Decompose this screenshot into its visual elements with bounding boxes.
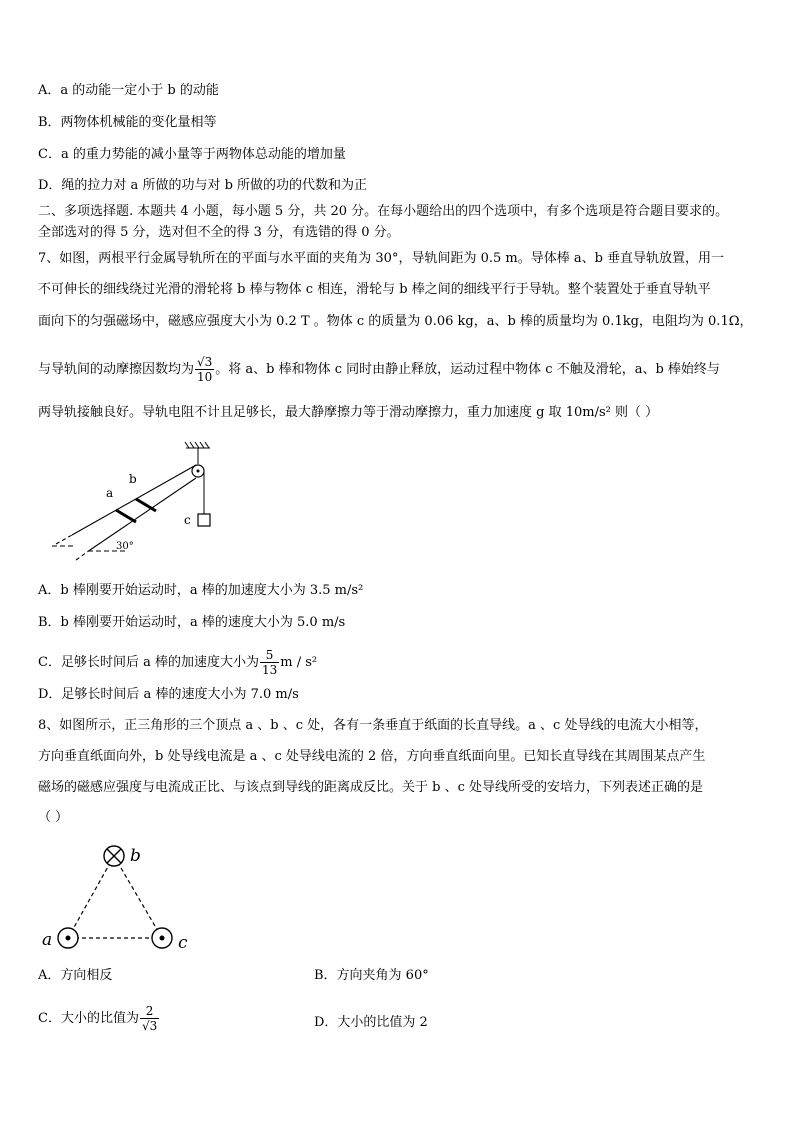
q7-stem-line4-pre: 与导轨间的动摩擦因数均为: [38, 362, 195, 377]
q7-stem-line1: 7、如图，两根平行金属导轨所在的平面与水平面的夹角为 30°，导轨间距为 0.5 m。导体棒 a、b 垂直导轨放置，用一: [38, 251, 725, 266]
label-angle: 30°: [116, 541, 134, 552]
ceiling-support: [185, 442, 210, 464]
q8-option-c-denominator: √3: [141, 1019, 158, 1033]
q8-stem-line4: （ ）: [38, 810, 69, 825]
q7-option-c: [38, 648, 317, 677]
q8-option-b: B．方向夹角为 60°: [314, 968, 429, 983]
triangle-edges: [68, 856, 162, 938]
q8-option-c: [38, 1004, 160, 1033]
q8-figure: [38, 840, 198, 958]
label-c: c: [184, 513, 191, 527]
q8-option-c-pre: C．大小的比值为: [38, 1011, 139, 1026]
q6-option-d: D．绳的拉力对 a 所做的功与对 b 所做的功的代数和为正: [38, 178, 368, 193]
q8-option-c-fraction: [140, 1004, 159, 1033]
q8-option-a: A．方向相反: [38, 968, 113, 983]
q7-stem-line3: 面向下的匀强磁场中，磁感应强度大小为 0.2 T 。物体 c 的质量为 0.06 kg，a、b 棒的质量均为 0.1kg，电阻均为 0.1Ω，: [38, 314, 753, 329]
rod-b: [136, 499, 156, 511]
section2-heading-line1: 二、多项选择题. 本题共 4 小题，每小题 5 分，共 20 分。在每小题给出的四个选项中，有多个选项是符合题目要求的。: [38, 204, 729, 219]
q7-option-d: D．足够长时间后 a 棒的速度大小为 7.0 m/s: [38, 687, 299, 702]
q7-stem-line2: 不可伸长的细线绕过光滑的滑轮将 b 棒与物体 c 相连，滑轮与 b 棒之间的细线平行于导轨。整个装置处于垂直导轨平: [38, 282, 711, 297]
q7-option-a: A．b 棒刚要开始运动时，a 棒的加速度大小为 3.5 m/s²: [38, 583, 364, 598]
q8-stem-line3: 磁场的磁感应强度与电流成正比、与该点到导线的距离成反比。关于 b 、c 处导线所受的安培力，下列表述正确的是: [38, 780, 704, 795]
wire-c-out-of-page-icon: [152, 928, 172, 948]
q7-stem-line5: 两导轨接触良好。导轨电阻不计且足够长，最大静摩擦力等于滑动摩擦力，重力加速度 g 取 10m/s² 则（ ）: [38, 405, 659, 420]
wire-b-into-page-icon: [104, 846, 124, 866]
q7-option-c-denominator: 13: [261, 663, 278, 677]
q7-option-c-fraction: [260, 648, 279, 677]
q8-option-d: D．大小的比值为 2: [314, 1015, 428, 1030]
q7-friction-numerator: √3: [197, 355, 213, 369]
label-b: b: [129, 472, 137, 486]
label-b: b: [130, 846, 141, 866]
q7-figure: [50, 438, 230, 560]
rod-a: [116, 510, 136, 522]
q7-option-c-numerator: 5: [260, 648, 279, 663]
q7-stem-line4: [38, 355, 720, 384]
section2-heading-line2: 全部选对的得 5 分，选对但不全的得 3 分，有选错的得 0 分。: [38, 225, 400, 240]
label-a: a: [106, 486, 114, 500]
q7-option-b: B．b 棒刚要开始运动时，a 棒的速度大小为 5.0 m/s: [38, 615, 346, 630]
q7-option-c-pre: C．足够长时间后 a 棒的加速度大小为: [38, 655, 259, 670]
q8-stem-line2: 方向垂直纸面向外，b 处导线电流是 a 、c 处导线电流的 2 倍，方向垂直纸面向里。已知长直导线在其周围某点产生: [38, 749, 706, 764]
mass-c-block: [198, 514, 210, 526]
wire-a-out-of-page-icon: [58, 928, 78, 948]
q8-stem-line1: 8、如图所示，正三角形的三个顶点 a 、b 、c 处，各有一条垂直于纸面的长直导线。a 、c 处导线的电流大小相等，: [38, 718, 708, 733]
q7-stem-line4-post: 。将 a、b 棒和物体 c 同时由静止释放，运动过程中物体 c 不触及滑轮，a、b 棒始终与: [215, 362, 720, 377]
q7-friction-denominator: 10: [197, 370, 213, 384]
label-a: a: [42, 930, 53, 950]
q7-option-c-unit: m / s²: [280, 655, 318, 670]
q8-option-c-numerator: 2: [140, 1004, 159, 1019]
label-c: c: [178, 933, 188, 953]
q6-option-a: A．a 的动能一定小于 b 的动能: [38, 83, 219, 98]
q6-option-c: C．a 的重力势能的减小量等于两物体总动能的增加量: [38, 147, 346, 162]
q6-option-b: B．两物体机械能的变化量相等: [38, 115, 217, 130]
q7-friction-fraction: [195, 355, 214, 384]
